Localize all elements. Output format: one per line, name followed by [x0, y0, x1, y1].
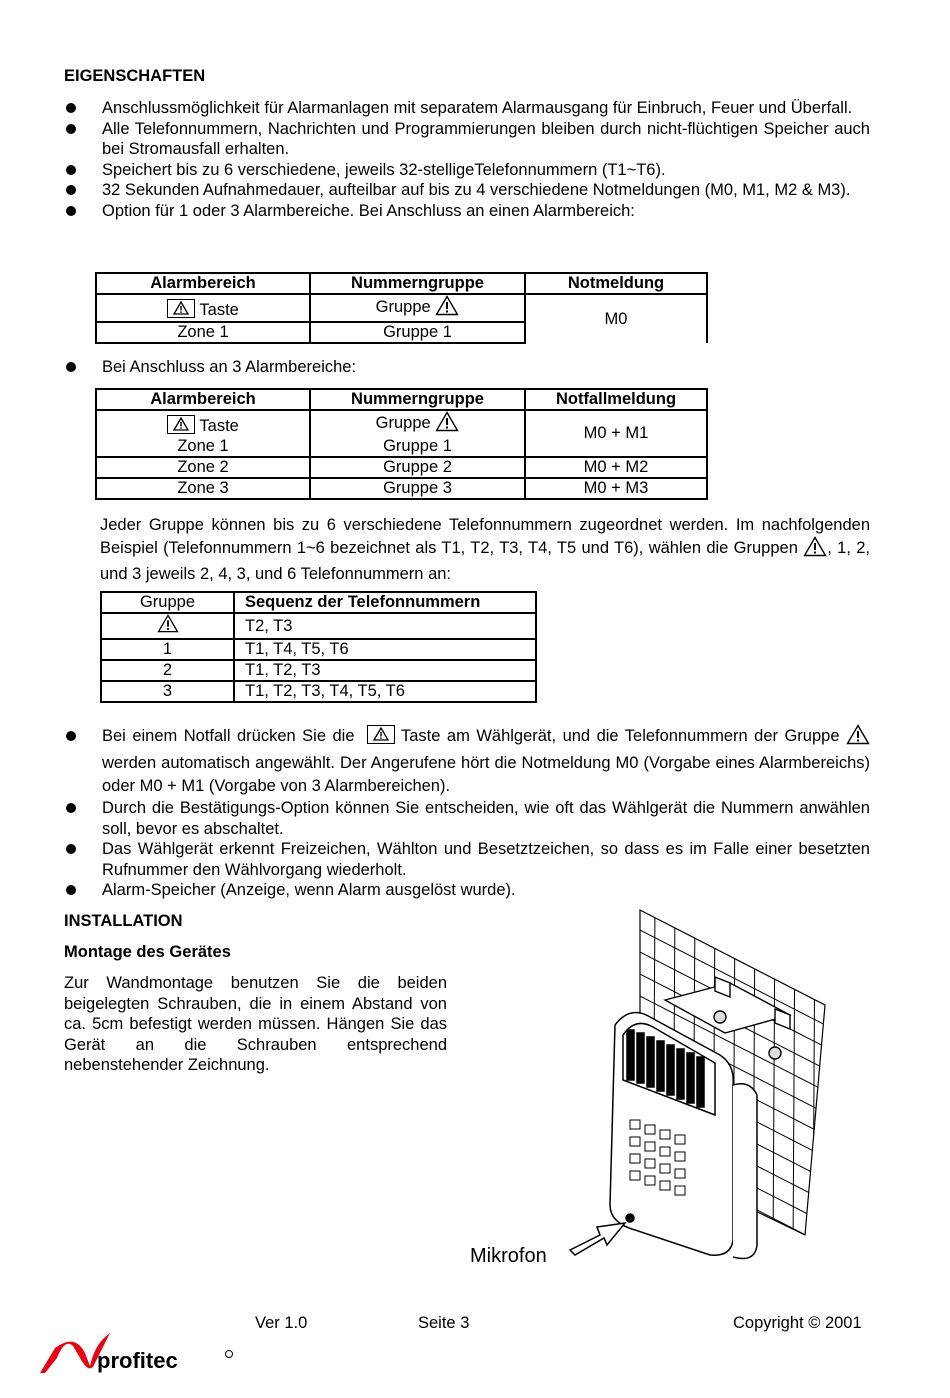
- group-sequence-table: [100, 591, 537, 703]
- table-cell: Zone 1: [96, 437, 310, 457]
- table-cell: Gruppe 2: [310, 457, 525, 478]
- table-header: Alarmbereich: [96, 389, 310, 410]
- list-item: Durch die Bestätigungs-Option können Sie entscheiden, wie oft das Wählgerät die Nummern anwählen soll, bevor es abschaltet.: [64, 798, 870, 839]
- warning-triangle-icon: [435, 295, 459, 321]
- bullet-dot: [66, 103, 76, 113]
- table-cell: M0 + M3: [525, 478, 707, 499]
- bullet-dot: [66, 165, 76, 175]
- list-item: Das Wählgerät erkennt Freizeichen, Wählton und Besetztzeichen, so dass es im Falle einer besetzten Rufnummer den Wählvorgang wiederholt.: [64, 839, 870, 880]
- table-cell: Zone 2: [96, 457, 310, 478]
- table-cell-merged: M0: [525, 294, 707, 343]
- table-cell: 3: [101, 681, 234, 702]
- table-cell: Gruppe 3: [310, 478, 525, 499]
- table-cell: [101, 613, 234, 639]
- list-item: Anschlussmöglichkeit für Alarmanlagen mit separatem Alarmausgang für Einbruch, Feuer und Überfall.: [64, 98, 870, 119]
- table-cell: Zone 3: [96, 478, 310, 499]
- list-item: Bei einem Notfall drücken Sie die Taste am Wählgerät, und die Telefonnummern der Gruppe werden automatisch angewählt. Der Angerufene hört die Notmeldung M0 (Vorgabe eines Alarmbereichs) oder M0 + M1 (Vorgabe von 3 Alarmbereichen).: [64, 724, 870, 798]
- arrow-icon: [570, 1223, 625, 1255]
- bullet-dot: [66, 185, 76, 195]
- groups-paragraph: Jeder Gruppe können bis zu 6 verschiedene Telefonnummern zugeordnet werden. Im nachfolgenden Beispiel (Telefonnummern 1~6 bezeichnet als T1, T2, T3, T4, T5 und T6), wählen die Gruppen , 1, 2, und 3 jeweils 2, 4, 3, und 6 Telefonnummern an:: [100, 516, 870, 583]
- operation-list: [64, 724, 870, 901]
- table-cell: M0 + M2: [525, 457, 707, 478]
- bullet-dot: [66, 844, 76, 854]
- list-item: 32 Sekunden Aufnahmedauer, aufteilbar auf bis zu 4 verschiedene Notmeldungen (M0, M1, M2 & M3).: [64, 180, 870, 201]
- table-header: Nummerngruppe: [310, 273, 525, 294]
- warning-triangle-icon: [803, 536, 827, 563]
- footer-copyright: Copyright © 2001: [733, 1314, 862, 1332]
- warning-button-icon: [367, 725, 395, 744]
- table-cell: T1, T2, T3: [234, 660, 536, 681]
- bullet-dot: [66, 885, 76, 895]
- alarm-zone-table-single: [95, 272, 708, 344]
- bullet-dot: [66, 731, 76, 741]
- table-cell: Gruppe 1: [310, 437, 525, 457]
- list-item: Alarm-Speicher (Anzeige, wenn Alarm ausgelöst wurde).: [64, 880, 870, 901]
- warning-triangle-icon: [156, 614, 180, 638]
- montage-paragraph: Zur Wandmontage benutzen Sie die beiden beigelegten Schrauben, die in einem Abstand von ca. 5cm befestigt werden müssen. Hängen Sie das Gerät an die Schrauben entsprechend nebenstehender Zeichnung.: [64, 974, 447, 1074]
- table-cell: Taste: [96, 410, 310, 437]
- bullet-dot: [66, 362, 76, 372]
- logo-wordmark: profitec: [97, 1348, 178, 1373]
- table-cell: Taste: [96, 294, 310, 322]
- table-cell: Gruppe 1: [310, 322, 525, 343]
- list-item: Speichert bis zu 6 verschiedene, jeweils 32-stelligeTelefonnummern (T1~T6).: [64, 160, 870, 181]
- bullet-dot: [66, 124, 76, 134]
- table-cell: Gruppe: [310, 410, 525, 437]
- warning-button-icon: [167, 299, 195, 318]
- table-cell: 1: [101, 639, 234, 660]
- wall-mount-illustration: [465, 905, 835, 1275]
- microphone-label: Mikrofon: [470, 1245, 547, 1267]
- section-title-installation: INSTALLATION: [64, 912, 183, 930]
- table-cell: T1, T4, T5, T6: [234, 639, 536, 660]
- table-header: Gruppe: [101, 592, 234, 613]
- section-title-eigenschaften: EIGENSCHAFTEN: [64, 67, 206, 85]
- table-cell-merged: M0 + M1: [525, 410, 707, 457]
- table-cell: T2, T3: [234, 613, 536, 639]
- table-cell: 2: [101, 660, 234, 681]
- table-header: Notfallmeldung: [525, 389, 707, 410]
- table-header: Sequenz der Telefonnummern: [234, 592, 536, 613]
- warning-triangle-icon: [435, 411, 459, 437]
- profitec-logo: [35, 1328, 235, 1378]
- list-item: Bei Anschluss an 3 Alarmbereiche:: [64, 357, 870, 378]
- alarm-zone-table-triple: [95, 388, 708, 500]
- warning-triangle-icon: [846, 724, 870, 752]
- table-cell: Gruppe: [310, 294, 525, 322]
- list-item: Alle Telefonnummern, Nachrichten und Programmierungen bleiben durch nicht-flüchtigen Speicher auch bei Stromausfall erhalten.: [64, 119, 870, 160]
- table-cell: Zone 1: [96, 322, 310, 343]
- bullet-dot: [66, 206, 76, 216]
- subsection-title-montage: Montage des Gerätes: [64, 943, 231, 961]
- table-header: Notmeldung: [525, 273, 707, 294]
- footer-page-number: Seite 3: [418, 1314, 470, 1332]
- table-header: Alarmbereich: [96, 273, 310, 294]
- list-item: Option für 1 oder 3 Alarmbereiche. Bei Anschluss an einen Alarmbereich:: [64, 201, 870, 222]
- table-cell: T1, T2, T3, T4, T5, T6: [234, 681, 536, 702]
- warning-button-icon: [167, 415, 195, 434]
- feature-list: [64, 98, 870, 221]
- footer-version: Ver 1.0: [255, 1314, 308, 1332]
- table-header: Nummerngruppe: [310, 389, 525, 410]
- bullet-dot: [66, 803, 76, 813]
